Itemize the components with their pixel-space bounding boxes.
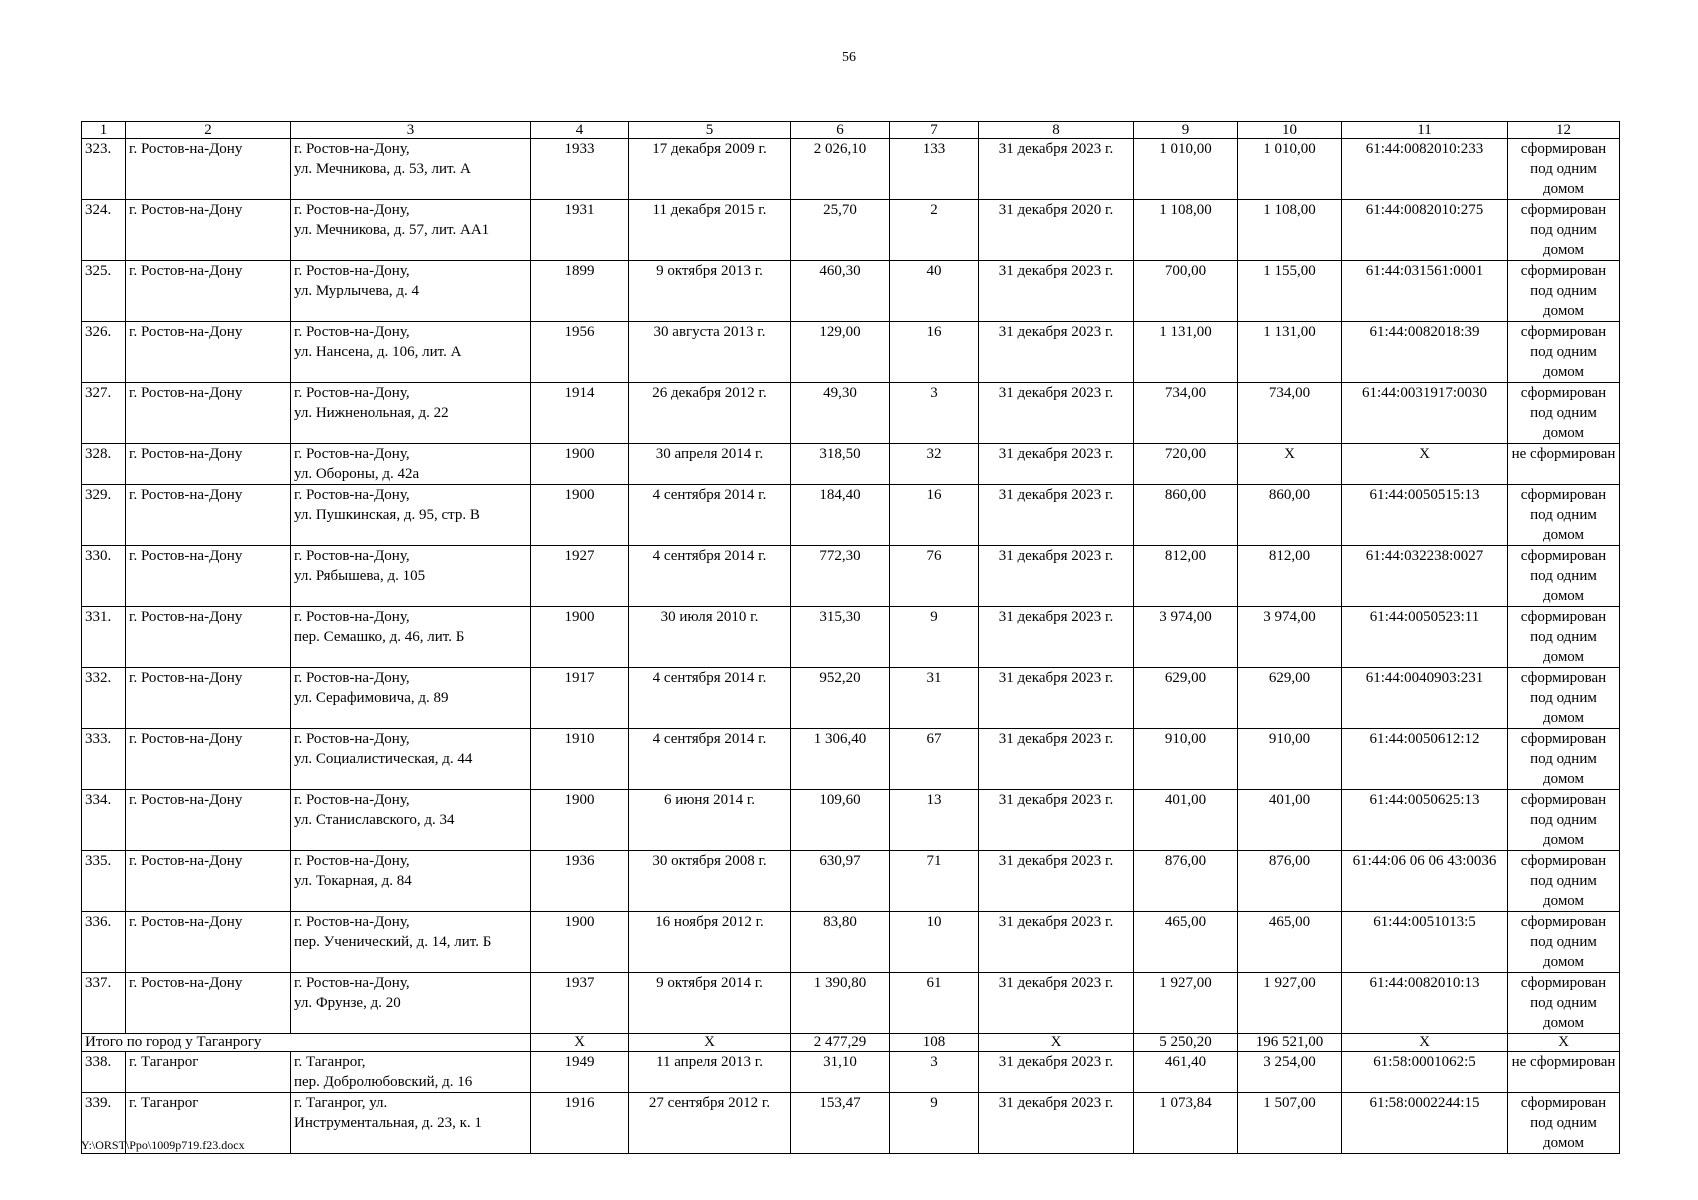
value-cell: 1 155,00 bbox=[1238, 261, 1342, 322]
year-cell: 1937 bbox=[531, 973, 629, 1034]
value-cell: 1 010,00 bbox=[1134, 139, 1238, 200]
area-cell: 49,30 bbox=[791, 383, 890, 444]
column-number: 9 bbox=[1134, 122, 1238, 139]
area-cell: 31,10 bbox=[791, 1052, 890, 1093]
deadline-cell: 31 декабря 2023 г. bbox=[979, 546, 1134, 607]
cadastral-number-cell: 61:44:06 06 06 43:0036 bbox=[1342, 851, 1508, 912]
rostov-rows bbox=[82, 139, 1620, 1034]
column-number: 4 bbox=[531, 122, 629, 139]
address-line: г. Ростов-на-Дону, bbox=[294, 731, 410, 747]
area-cell: 184,40 bbox=[791, 485, 890, 546]
value-cell: 734,00 bbox=[1238, 383, 1342, 444]
land-status-cell: сформирован под одним домом bbox=[1508, 851, 1620, 912]
municipality-cell: г. Ростов-на-Дону bbox=[126, 139, 291, 200]
area-cell: 952,20 bbox=[791, 668, 890, 729]
value-cell: 910,00 bbox=[1134, 729, 1238, 790]
date-cell: 17 декабря 2009 г. bbox=[629, 139, 791, 200]
column-number: 11 bbox=[1342, 122, 1508, 139]
address-line: г. Ростов-на-Дону, bbox=[294, 263, 410, 279]
municipality-cell: г. Ростов-на-Дону bbox=[126, 485, 291, 546]
residents-cell: 2 bbox=[890, 200, 979, 261]
municipality-cell: г. Ростов-на-Дону bbox=[126, 322, 291, 383]
residents-cell: 133 bbox=[890, 139, 979, 200]
date-cell: 30 августа 2013 г. bbox=[629, 322, 791, 383]
year-cell: 1916 bbox=[531, 1093, 629, 1154]
year-cell: 1927 bbox=[531, 546, 629, 607]
table-row bbox=[82, 383, 1620, 444]
address-cell bbox=[291, 912, 531, 973]
address-cell bbox=[291, 485, 531, 546]
table-row bbox=[82, 1052, 1620, 1093]
residents-cell: 3 bbox=[890, 1052, 979, 1093]
year-cell: 1956 bbox=[531, 322, 629, 383]
area-cell: 315,30 bbox=[791, 607, 890, 668]
cadastral-number-cell: 61:44:031561:0001 bbox=[1342, 261, 1508, 322]
value-cell: 3 974,00 bbox=[1134, 607, 1238, 668]
residents-cell: 10 bbox=[890, 912, 979, 973]
residents-cell: 9 bbox=[890, 1093, 979, 1154]
municipality-cell: г. Таганрог bbox=[126, 1093, 291, 1154]
cadastral-number-cell: 61:58:0001062:5 bbox=[1342, 1052, 1508, 1093]
value-cell: 860,00 bbox=[1134, 485, 1238, 546]
value-cell: 1 108,00 bbox=[1238, 200, 1342, 261]
column-number-row bbox=[82, 122, 1620, 139]
table-row bbox=[82, 790, 1620, 851]
table-row bbox=[82, 322, 1620, 383]
municipality-cell: г. Ростов-на-Дону bbox=[126, 851, 291, 912]
deadline-cell: 31 декабря 2023 г. bbox=[979, 912, 1134, 973]
municipality-cell: г. Ростов-на-Дону bbox=[126, 261, 291, 322]
address-line: г. Ростов-на-Дону, bbox=[294, 670, 410, 686]
year-cell: 1931 bbox=[531, 200, 629, 261]
address-line: г. Ростов-на-Дону, bbox=[294, 446, 410, 462]
value-cell: 401,00 bbox=[1238, 790, 1342, 851]
address-line: г. Ростов-на-Дону, bbox=[294, 202, 410, 218]
address-line: г. Ростов-на-Дону, bbox=[294, 324, 410, 340]
year-cell: 1936 bbox=[531, 851, 629, 912]
row-number-cell: 326. bbox=[82, 322, 126, 383]
deadline-cell: 31 декабря 2023 г. bbox=[979, 383, 1134, 444]
date-cell: 11 апреля 2013 г. bbox=[629, 1052, 791, 1093]
area-cell: 630,97 bbox=[791, 851, 890, 912]
land-status-cell: не сформирован bbox=[1508, 1052, 1620, 1093]
value-cell: 629,00 bbox=[1134, 668, 1238, 729]
row-number-cell: 333. bbox=[82, 729, 126, 790]
address-line: ул. Пушкинская, д. 95, стр. В bbox=[294, 507, 480, 523]
column-number: 12 bbox=[1508, 122, 1620, 139]
land-status-cell: сформирован под одним домом bbox=[1508, 1093, 1620, 1154]
row-number-cell: 337. bbox=[82, 973, 126, 1034]
area-cell: 2 026,10 bbox=[791, 139, 890, 200]
value-cell: 1 927,00 bbox=[1134, 973, 1238, 1034]
address-line: г. Ростов-на-Дону, bbox=[294, 548, 410, 564]
total-label: Итого по город у Таганрогу bbox=[82, 1034, 531, 1052]
table-row bbox=[82, 546, 1620, 607]
deadline-cell: 31 декабря 2023 г. bbox=[979, 1052, 1134, 1093]
residents-cell: 3 bbox=[890, 383, 979, 444]
row-number-cell: 328. bbox=[82, 444, 126, 485]
area-cell: 318,50 bbox=[791, 444, 890, 485]
land-status-cell: сформирован под одним домом bbox=[1508, 139, 1620, 200]
column-number: 3 bbox=[291, 122, 531, 139]
row-number-cell: 330. bbox=[82, 546, 126, 607]
deadline-cell: 31 декабря 2023 г. bbox=[979, 851, 1134, 912]
area-cell: 25,70 bbox=[791, 200, 890, 261]
housing-register-table bbox=[81, 121, 1620, 1154]
land-status-cell: сформирован под одним домом bbox=[1508, 668, 1620, 729]
cadastral-number-cell: 61:58:0002244:15 bbox=[1342, 1093, 1508, 1154]
value-cell: 461,40 bbox=[1134, 1052, 1238, 1093]
address-line: ул. Токарная, д. 84 bbox=[294, 873, 412, 889]
year-cell: 1917 bbox=[531, 668, 629, 729]
land-status-cell: сформирован под одним домом bbox=[1508, 790, 1620, 851]
year-cell: 1899 bbox=[531, 261, 629, 322]
deadline-cell: 31 декабря 2023 г. bbox=[979, 139, 1134, 200]
cadastral-number-cell: 61:44:0050515:13 bbox=[1342, 485, 1508, 546]
total-cell: 196 521,00 bbox=[1238, 1034, 1342, 1052]
address-line: ул. Фрунзе, д. 20 bbox=[294, 995, 401, 1011]
municipality-cell: г. Ростов-на-Дону bbox=[126, 607, 291, 668]
date-cell: 30 апреля 2014 г. bbox=[629, 444, 791, 485]
year-cell: 1949 bbox=[531, 1052, 629, 1093]
land-status-cell: сформирован под одним домом bbox=[1508, 200, 1620, 261]
total-row bbox=[82, 1034, 1620, 1052]
area-cell: 772,30 bbox=[791, 546, 890, 607]
value-cell: 734,00 bbox=[1134, 383, 1238, 444]
address-cell bbox=[291, 200, 531, 261]
value-cell: 1 131,00 bbox=[1238, 322, 1342, 383]
land-status-cell: сформирован под одним домом bbox=[1508, 485, 1620, 546]
row-number-cell: 338. bbox=[82, 1052, 126, 1093]
address-cell bbox=[291, 973, 531, 1034]
value-cell: 3 254,00 bbox=[1238, 1052, 1342, 1093]
value-cell: 465,00 bbox=[1134, 912, 1238, 973]
year-cell: 1910 bbox=[531, 729, 629, 790]
address-line: ул. Нижненольная, д. 22 bbox=[294, 405, 449, 421]
address-cell bbox=[291, 444, 531, 485]
deadline-cell: 31 декабря 2023 г. bbox=[979, 485, 1134, 546]
area-cell: 109,60 bbox=[791, 790, 890, 851]
area-cell: 83,80 bbox=[791, 912, 890, 973]
address-cell bbox=[291, 790, 531, 851]
table-row bbox=[82, 912, 1620, 973]
residents-cell: 67 bbox=[890, 729, 979, 790]
municipality-cell: г. Ростов-на-Дону bbox=[126, 668, 291, 729]
address-line: г. Ростов-на-Дону, bbox=[294, 385, 410, 401]
date-cell: 4 сентября 2014 г. bbox=[629, 668, 791, 729]
address-line: ул. Нансена, д. 106, лит. А bbox=[294, 344, 462, 360]
value-cell: 1 108,00 bbox=[1134, 200, 1238, 261]
deadline-cell: 31 декабря 2023 г. bbox=[979, 1093, 1134, 1154]
area-cell: 1 390,80 bbox=[791, 973, 890, 1034]
deadline-cell: 31 декабря 2020 г. bbox=[979, 200, 1134, 261]
value-cell: 1 927,00 bbox=[1238, 973, 1342, 1034]
date-cell: 16 ноября 2012 г. bbox=[629, 912, 791, 973]
deadline-cell: 31 декабря 2023 г. bbox=[979, 729, 1134, 790]
address-cell bbox=[291, 546, 531, 607]
cadastral-number-cell: 61:44:0050612:12 bbox=[1342, 729, 1508, 790]
address-line: Инструментальная, д. 23, к. 1 bbox=[294, 1115, 482, 1131]
table-row bbox=[82, 851, 1620, 912]
page-number: 56 bbox=[842, 50, 856, 65]
date-cell: 30 октября 2008 г. bbox=[629, 851, 791, 912]
year-cell: 1914 bbox=[531, 383, 629, 444]
deadline-cell: 31 декабря 2023 г. bbox=[979, 261, 1134, 322]
cadastral-number-cell: 61:44:0082018:39 bbox=[1342, 322, 1508, 383]
address-line: ул. Мурлычева, д. 4 bbox=[294, 283, 420, 299]
total-cell: 5 250,20 bbox=[1134, 1034, 1238, 1052]
cadastral-number-cell: 61:44:032238:0027 bbox=[1342, 546, 1508, 607]
column-number: 6 bbox=[791, 122, 890, 139]
deadline-cell: 31 декабря 2023 г. bbox=[979, 973, 1134, 1034]
address-cell bbox=[291, 322, 531, 383]
table-row bbox=[82, 729, 1620, 790]
date-cell: 9 октября 2014 г. bbox=[629, 973, 791, 1034]
land-status-cell: не сформирован bbox=[1508, 444, 1620, 485]
address-cell bbox=[291, 139, 531, 200]
address-line: г. Ростов-на-Дону, bbox=[294, 609, 410, 625]
value-cell: 1 131,00 bbox=[1134, 322, 1238, 383]
total-cell: Х bbox=[1508, 1034, 1620, 1052]
address-cell bbox=[291, 851, 531, 912]
value-cell: 700,00 bbox=[1134, 261, 1238, 322]
cadastral-number-cell: Х bbox=[1342, 444, 1508, 485]
value-cell: 876,00 bbox=[1238, 851, 1342, 912]
table-row bbox=[82, 973, 1620, 1034]
total-cell: Х bbox=[979, 1034, 1134, 1052]
date-cell: 30 июля 2010 г. bbox=[629, 607, 791, 668]
land-status-cell: сформирован под одним домом bbox=[1508, 973, 1620, 1034]
address-cell bbox=[291, 1093, 531, 1154]
date-cell: 6 июня 2014 г. bbox=[629, 790, 791, 851]
cadastral-number-cell: 61:44:0050625:13 bbox=[1342, 790, 1508, 851]
table-row bbox=[82, 1093, 1620, 1154]
address-line: г. Ростов-на-Дону, bbox=[294, 487, 410, 503]
deadline-cell: 31 декабря 2023 г. bbox=[979, 444, 1134, 485]
address-line: ул. Обороны, д. 42а bbox=[294, 466, 420, 482]
value-cell: 401,00 bbox=[1134, 790, 1238, 851]
value-cell: 465,00 bbox=[1238, 912, 1342, 973]
municipality-cell: г. Ростов-на-Дону bbox=[126, 973, 291, 1034]
land-status-cell: сформирован под одним домом bbox=[1508, 729, 1620, 790]
column-number: 1 bbox=[82, 122, 126, 139]
value-cell: 812,00 bbox=[1134, 546, 1238, 607]
value-cell: 910,00 bbox=[1238, 729, 1342, 790]
land-status-cell: сформирован под одним домом bbox=[1508, 546, 1620, 607]
value-cell: 1 010,00 bbox=[1238, 139, 1342, 200]
address-line: пер. Семашко, д. 46, лит. Б bbox=[294, 629, 465, 645]
table-row bbox=[82, 261, 1620, 322]
table-row bbox=[82, 607, 1620, 668]
address-cell bbox=[291, 383, 531, 444]
total-cell: Х bbox=[531, 1034, 629, 1052]
row-number-cell: 325. bbox=[82, 261, 126, 322]
value-cell: 1 073,84 bbox=[1134, 1093, 1238, 1154]
land-status-cell: сформирован под одним домом bbox=[1508, 383, 1620, 444]
address-line: пер. Ученический, д. 14, лит. Б bbox=[294, 934, 492, 950]
total-cell: 2 477,29 bbox=[791, 1034, 890, 1052]
municipality-cell: г. Ростов-на-Дону bbox=[126, 912, 291, 973]
value-cell: 876,00 bbox=[1134, 851, 1238, 912]
land-status-cell: сформирован под одним домом bbox=[1508, 912, 1620, 973]
total-section bbox=[82, 1034, 1620, 1052]
municipality-cell: г. Ростов-на-Дону bbox=[126, 383, 291, 444]
cadastral-number-cell: 61:44:0082010:275 bbox=[1342, 200, 1508, 261]
residents-cell: 61 bbox=[890, 973, 979, 1034]
row-number-cell: 339. bbox=[82, 1093, 126, 1154]
row-number-cell: 336. bbox=[82, 912, 126, 973]
address-cell bbox=[291, 1052, 531, 1093]
date-cell: 11 декабря 2015 г. bbox=[629, 200, 791, 261]
table-row bbox=[82, 139, 1620, 200]
area-cell: 460,30 bbox=[791, 261, 890, 322]
address-line: ул. Станиславского, д. 34 bbox=[294, 812, 455, 828]
land-status-cell: сформирован под одним домом bbox=[1508, 322, 1620, 383]
year-cell: 1900 bbox=[531, 607, 629, 668]
cadastral-number-cell: 61:44:0050523:11 bbox=[1342, 607, 1508, 668]
year-cell: 1900 bbox=[531, 444, 629, 485]
municipality-cell: г. Ростов-на-Дону bbox=[126, 790, 291, 851]
value-cell: Х bbox=[1238, 444, 1342, 485]
residents-cell: 16 bbox=[890, 485, 979, 546]
file-path-footer: Y:\ORST\Ppo\1009p719.f23.docx bbox=[81, 1138, 245, 1152]
address-line: г. Ростов-на-Дону, bbox=[294, 141, 410, 157]
residents-cell: 40 bbox=[890, 261, 979, 322]
row-number-cell: 332. bbox=[82, 668, 126, 729]
taganrog-rows bbox=[82, 1052, 1620, 1154]
value-cell: 3 974,00 bbox=[1238, 607, 1342, 668]
column-number: 10 bbox=[1238, 122, 1342, 139]
residents-cell: 16 bbox=[890, 322, 979, 383]
column-number: 8 bbox=[979, 122, 1134, 139]
address-cell bbox=[291, 668, 531, 729]
date-cell: 26 декабря 2012 г. bbox=[629, 383, 791, 444]
column-number: 7 bbox=[890, 122, 979, 139]
deadline-cell: 31 декабря 2023 г. bbox=[979, 668, 1134, 729]
year-cell: 1900 bbox=[531, 485, 629, 546]
column-number: 2 bbox=[126, 122, 291, 139]
address-line: г. Ростов-на-Дону, bbox=[294, 853, 410, 869]
area-cell: 129,00 bbox=[791, 322, 890, 383]
address-line: г. Ростов-на-Дону, bbox=[294, 975, 410, 991]
row-number-cell: 335. bbox=[82, 851, 126, 912]
address-cell bbox=[291, 261, 531, 322]
residents-cell: 31 bbox=[890, 668, 979, 729]
total-cell: Х bbox=[1342, 1034, 1508, 1052]
address-cell bbox=[291, 729, 531, 790]
row-number-cell: 323. bbox=[82, 139, 126, 200]
cadastral-number-cell: 61:44:0040903:231 bbox=[1342, 668, 1508, 729]
year-cell: 1933 bbox=[531, 139, 629, 200]
value-cell: 720,00 bbox=[1134, 444, 1238, 485]
land-status-cell: сформирован под одним домом bbox=[1508, 607, 1620, 668]
cadastral-number-cell: 61:44:0051013:5 bbox=[1342, 912, 1508, 973]
address-line: г. Таганрог, ул. bbox=[294, 1095, 388, 1111]
address-line: ул. Рябышева, д. 105 bbox=[294, 568, 426, 584]
value-cell: 812,00 bbox=[1238, 546, 1342, 607]
row-number-cell: 334. bbox=[82, 790, 126, 851]
address-line: г. Ростов-на-Дону, bbox=[294, 914, 410, 930]
date-cell: 4 сентября 2014 г. bbox=[629, 729, 791, 790]
deadline-cell: 31 декабря 2023 г. bbox=[979, 607, 1134, 668]
land-status-cell: сформирован под одним домом bbox=[1508, 261, 1620, 322]
value-cell: 860,00 bbox=[1238, 485, 1342, 546]
residents-cell: 71 bbox=[890, 851, 979, 912]
row-number-cell: 329. bbox=[82, 485, 126, 546]
deadline-cell: 31 декабря 2023 г. bbox=[979, 790, 1134, 851]
date-cell: 4 сентября 2014 г. bbox=[629, 546, 791, 607]
row-number-cell: 331. bbox=[82, 607, 126, 668]
municipality-cell: г. Таганрог bbox=[126, 1052, 291, 1093]
residents-cell: 9 bbox=[890, 607, 979, 668]
year-cell: 1900 bbox=[531, 790, 629, 851]
value-cell: 629,00 bbox=[1238, 668, 1342, 729]
date-cell: 9 октября 2013 г. bbox=[629, 261, 791, 322]
table-row bbox=[82, 200, 1620, 261]
total-cell: 108 bbox=[890, 1034, 979, 1052]
address-line: ул. Мечникова, д. 53, лит. А bbox=[294, 161, 471, 177]
address-line: ул. Социалистическая, д. 44 bbox=[294, 751, 473, 767]
municipality-cell: г. Ростов-на-Дону bbox=[126, 200, 291, 261]
value-cell: 1 507,00 bbox=[1238, 1093, 1342, 1154]
cadastral-number-cell: 61:44:0082010:233 bbox=[1342, 139, 1508, 200]
address-line: ул. Мечникова, д. 57, лит. АА1 bbox=[294, 222, 490, 238]
area-cell: 1 306,40 bbox=[791, 729, 890, 790]
municipality-cell: г. Ростов-на-Дону bbox=[126, 546, 291, 607]
area-cell: 153,47 bbox=[791, 1093, 890, 1154]
date-cell: 4 сентября 2014 г. bbox=[629, 485, 791, 546]
cadastral-number-cell: 61:44:0082010:13 bbox=[1342, 973, 1508, 1034]
address-line: ул. Серафимовича, д. 89 bbox=[294, 690, 449, 706]
column-number: 5 bbox=[629, 122, 791, 139]
address-cell bbox=[291, 607, 531, 668]
total-cell: Х bbox=[629, 1034, 791, 1052]
date-cell: 27 сентября 2012 г. bbox=[629, 1093, 791, 1154]
row-number-cell: 324. bbox=[82, 200, 126, 261]
address-line: г. Таганрог, bbox=[294, 1054, 366, 1070]
municipality-cell: г. Ростов-на-Дону bbox=[126, 729, 291, 790]
residents-cell: 76 bbox=[890, 546, 979, 607]
table-row bbox=[82, 444, 1620, 485]
row-number-cell: 327. bbox=[82, 383, 126, 444]
year-cell: 1900 bbox=[531, 912, 629, 973]
municipality-cell: г. Ростов-на-Дону bbox=[126, 444, 291, 485]
table-row bbox=[82, 485, 1620, 546]
residents-cell: 32 bbox=[890, 444, 979, 485]
residents-cell: 13 bbox=[890, 790, 979, 851]
address-line: пер. Добролюбовский, д. 16 bbox=[294, 1074, 473, 1090]
cadastral-number-cell: 61:44:0031917:0030 bbox=[1342, 383, 1508, 444]
deadline-cell: 31 декабря 2023 г. bbox=[979, 322, 1134, 383]
address-line: г. Ростов-на-Дону, bbox=[294, 792, 410, 808]
table-row bbox=[82, 668, 1620, 729]
